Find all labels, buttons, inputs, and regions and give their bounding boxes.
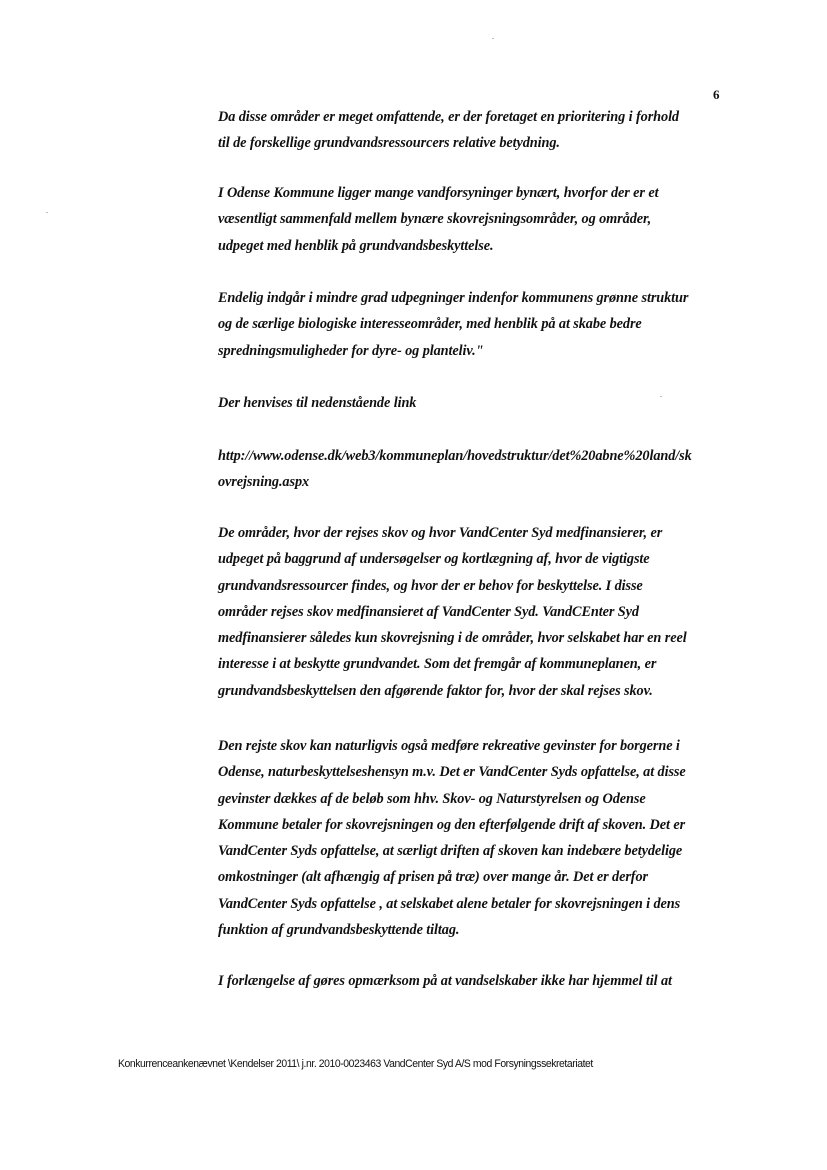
text-line: Da disse områder er meget omfattende, er der foretaget en prioritering i forhold — [218, 109, 679, 125]
text-line: omkostninger (alt afhængig af prisen på træ) over mange år. Det er derfor — [218, 869, 648, 886]
text-line: VandCenter Syds opfattelse , at selskabet alene betaler for skovrejsningen i dens — [218, 895, 681, 912]
text-line: Odense, naturbeskyttelseshensyn m.v. Det er VandCenter Syds opfattelse, at disse — [218, 764, 686, 781]
text-line: grundvandsbeskyttelsen den afgørende faktor for, hvor der skal rejses skov. — [218, 682, 653, 699]
text-line: Kommune betaler for skovrejsningen og den efterfølgende drift af skoven. Det er — [218, 816, 686, 833]
url-line: http://www.odense.dk/web3/kommuneplan/hovedstruktur/det%20abne%20land/sk — [218, 448, 692, 464]
text-line: funktion af grundvandsbeskyttende tiltag. — [218, 922, 460, 939]
text-line: medfinansierer således kun skovrejsning i de områder, hvor selskabet har en reel — [218, 630, 687, 647]
text-line: gevinster dækkes af de beløb som hhv. Skov- og Naturstyrelsen og Odense — [218, 790, 646, 807]
url-line: ovrejsning.aspx — [218, 474, 310, 491]
text-line: spredningsmuligheder for dyre- og planteliv." — [218, 342, 484, 359]
text-line: VandCenter Syds opfattelse, at særligt driften af skoven kan indebære betydelige — [218, 843, 683, 860]
text-line: I Odense Kommune ligger mange vandforsyninger bynært, hvorfor der er et — [218, 185, 659, 201]
text-line: interesse i at beskytte grundvandet. Som det fremgår af kommuneplanen, er — [218, 656, 657, 673]
paragraph-7 — [218, 733, 728, 943]
text-line: grundvandsressourcer findes, og hvor der er behov for beskyttelse. I disse — [218, 577, 643, 594]
paragraph-4 — [218, 390, 728, 416]
paragraph-1 — [218, 104, 728, 157]
scan-speck — [492, 38, 494, 39]
scan-speck — [46, 212, 48, 213]
text-line: De områder, hvor der rejses skov og hvor VandCenter Syd medfinansierer, er — [218, 525, 663, 541]
text-line: Endelig indgår i mindre grad udpegninger indenfor kommunens grønne struktur — [218, 290, 689, 306]
text-line: til de forskellige grundvandsressourcers relative betydning. — [218, 135, 560, 152]
paragraph-8 — [218, 968, 728, 994]
text-line: områder rejses skov medfinansieret af VandCenter Syd. VandCEnter Syd — [218, 603, 639, 620]
page-footer: Konkurrenceankenævnet \Kendelser 2011\ j.nr. 2010-0023463 VandCenter Syd A/S mod Forsyningssekretariatet — [118, 1058, 593, 1070]
link-paragraph — [218, 443, 728, 496]
text-line: og de særlige biologiske interesseområder, med henblik på at skabe bedre — [218, 316, 642, 333]
text-line: I forlængelse af gøres opmærksom på at vandselskaber ikke har hjemmel til at — [218, 973, 672, 989]
page-number: 6 — [713, 87, 720, 102]
text-line: væsentligt sammenfald mellem bynære skovrejsningsområder, og områder, — [218, 211, 652, 228]
text-line: Den rejste skov kan naturligvis også medføre rekreative gevinster for borgerne i — [218, 738, 680, 754]
paragraph-3 — [218, 285, 728, 364]
text-line: udpeget på baggrund af undersøgelser og kortlægning af, hvor de vigtigste — [218, 551, 650, 568]
text-line: udpeget med henblik på grundvandsbeskyttelse. — [218, 237, 494, 254]
text-line: Der henvises til nedenstående link — [218, 395, 417, 411]
scan-speck — [660, 396, 662, 397]
paragraph-2 — [218, 180, 728, 259]
paragraph-6 — [218, 520, 728, 704]
